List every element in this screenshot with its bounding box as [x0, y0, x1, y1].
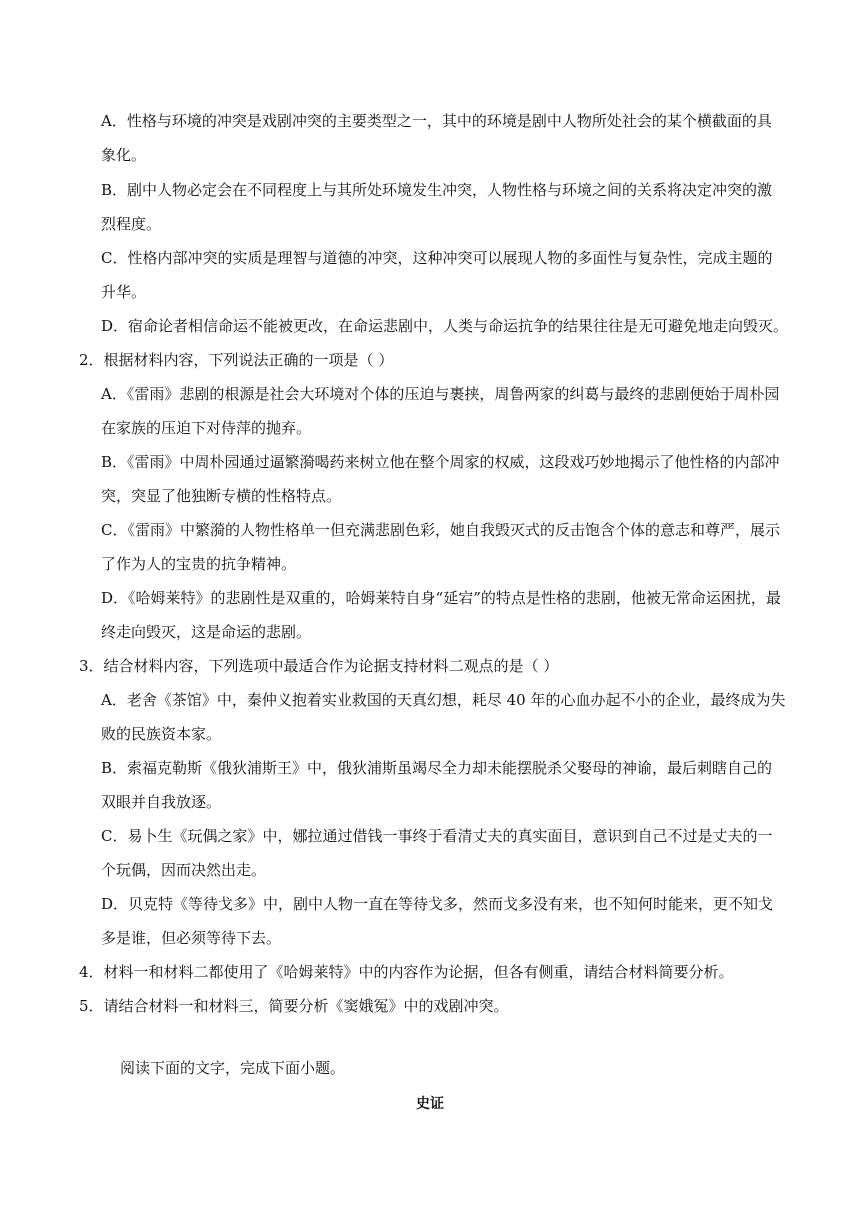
- q3-option-b-line2: 双眼并自我放逐。: [101, 793, 222, 811]
- q3-option-c-line2: 个玩偶，因而决然出走。: [101, 861, 267, 879]
- q1-option-a-line2: 象化。: [101, 146, 147, 164]
- q2-option-a-line2: 在家族的压迫下对侍萍的抛弃。: [101, 419, 312, 437]
- question-2-stem: 2．根据材料内容，下列说法正确的一项是（ ）: [79, 351, 394, 369]
- q3-option-c-line1: C．易卜生《玩偶之家》中，娜拉通过借钱一事终于看清丈夫的真实面目，意识到自己不过是丈夫的一: [101, 827, 773, 845]
- question-3-stem: 3．结合材料内容，下列选项中最适合作为论据支持材料二观点的是（ ）: [79, 657, 559, 675]
- q2-option-b-line1: B．《雷雨》中周朴园通过逼繁漪喝药来树立他在整个周家的权威，这段戏巧妙地揭示了他性格的内部冲: [101, 453, 780, 471]
- q1-option-b-line2: 烈程度。: [101, 215, 162, 233]
- q1-option-b-line1: B．剧中人物必定会在不同程度上与其所处环境发生冲突，人物性格与环境之间的关系将决定冲突的激: [101, 181, 773, 199]
- q1-option-c-line1: C．性格内部冲突的实质是理智与道德的冲突，这种冲突可以展现人物的多面性与复杂性，完成主题的: [101, 249, 773, 267]
- q2-option-d-line1: D．《哈姆莱特》的悲剧性是双重的，哈姆莱特自身“延宕”的特点是性格的悲剧，他被无常命运困扰，最: [101, 589, 781, 607]
- passage-title: 史证: [416, 1096, 444, 1112]
- q3-option-d-line1: D．贝克特《等待戈多》中，剧中人物一直在等待戈多，然而戈多没有来，也不知何时能来，更不知戈: [101, 895, 774, 913]
- q2-option-a-line1: A．《雷雨》悲剧的根源是社会大环境对个体的压迫与裹挟，周鲁两家的纠葛与最终的悲剧便始于周朴园: [101, 385, 780, 403]
- q1-option-a-line1: A．性格与环境的冲突是戏剧冲突的主要类型之一，其中的环境是剧中人物所处社会的某个横截面的具: [101, 112, 772, 130]
- q1-option-d-line1: D．宿命论者相信命运不能被更改，在命运悲剧中，人类与命运抗争的结果往往是无可避免地走向毁灭。: [101, 317, 789, 335]
- q3-option-a-line2: 败的民族资本家。: [101, 725, 222, 743]
- q2-option-b-line2: 突，突显了他独断专横的性格特点。: [101, 487, 342, 505]
- q2-option-d-line2: 终走向毁灭，这是命运的悲剧。: [101, 623, 312, 641]
- q1-option-c-line2: 升华。: [101, 283, 147, 301]
- q3-option-a-line1: A．老舍《茶馆》中，秦仲义抱着实业救国的天真幻想，耗尽 40 年的心血办起不小的企业，最终成为失: [101, 691, 786, 709]
- q2-option-c-line1: C．《雷雨》中繁漪的人物性格单一但充满悲剧色彩，她自我毁灭式的反击饱含个体的意志和尊严，展示: [101, 521, 780, 539]
- q3-option-d-line2: 多是谁，但必须等待下去。: [101, 929, 282, 947]
- question-4-stem: 4．材料一和材料二都使用了《哈姆莱特》中的内容作为论据，但各有侧重，请结合材料简要分析。: [79, 963, 734, 981]
- q3-option-b-line1: B．索福克勒斯《俄狄浦斯王》中，俄狄浦斯虽竭尽全力却未能摆脱杀父娶母的神谕，最后刺瞎自己的: [101, 759, 773, 777]
- reading-instruction: 阅读下面的文字，完成下面小题。: [120, 1059, 346, 1077]
- question-5-stem: 5．请结合材料一和材料三，简要分析《窦娥冤》中的戏剧冲突。: [79, 997, 509, 1015]
- q2-option-c-line2: 了作为人的宝贵的抗争精神。: [101, 555, 297, 573]
